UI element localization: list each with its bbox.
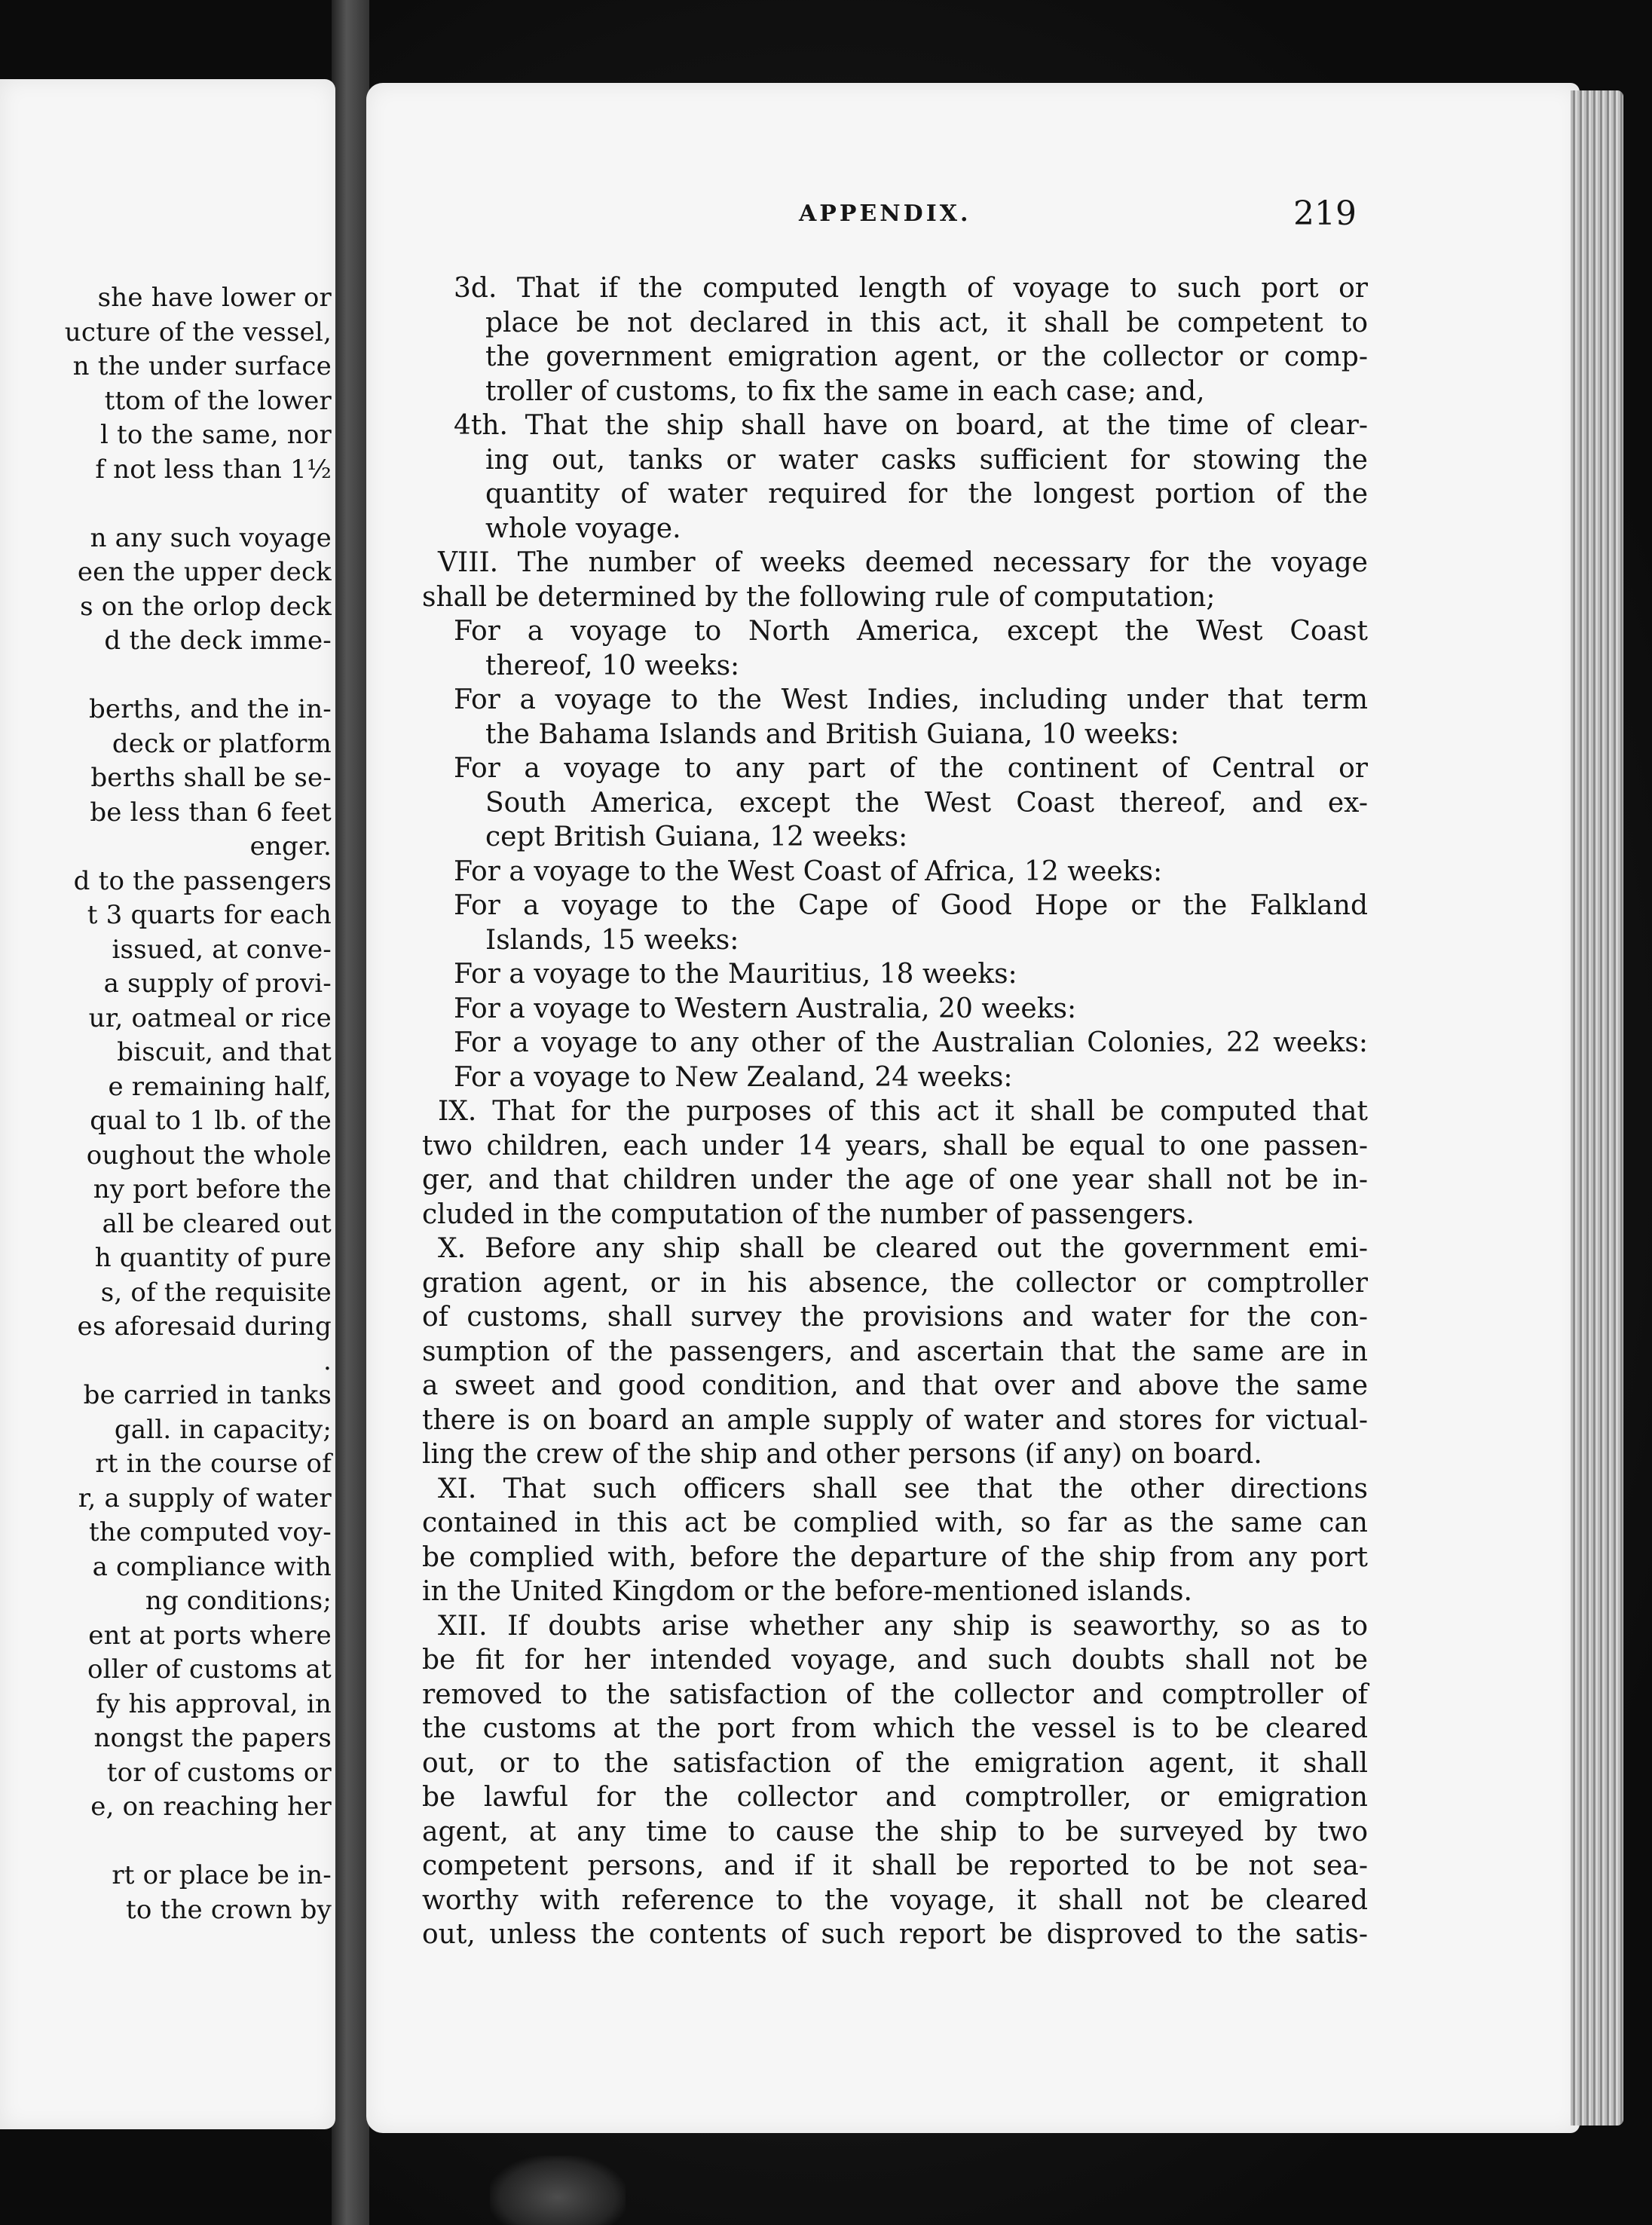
left-text-line: ny port before the	[93, 1174, 332, 1204]
left-text-line: qual to 1 lb. of the	[90, 1106, 332, 1136]
text-line: gration agent, or in his absence, the collector or comptroller	[422, 1267, 1368, 1299]
text-line: cluded in the computation of the number of passengers.	[422, 1198, 1195, 1230]
left-text-line: ucture of the vessel,	[64, 317, 332, 347]
text-line: the customs at the port from which the vessel is to be cleared	[422, 1713, 1368, 1744]
text-line: X. Before any ship shall be cleared out the government emi-	[438, 1233, 1368, 1264]
text-line: out, or to the satisfaction of the emigration agent, it shall	[422, 1747, 1368, 1779]
right-page-text	[422, 271, 1368, 1952]
text-line: shall be determined by the following rule of computation;	[422, 581, 1216, 613]
left-text-line: t 3 quarts for each	[87, 900, 332, 930]
text-line: For a voyage to Western Australia, 20 weeks:	[454, 993, 1077, 1024]
text-line: a sweet and good condition, and that over and above the same	[422, 1370, 1368, 1401]
text-line: ger, and that children under the age of one year shall not be in-	[422, 1165, 1368, 1195]
left-text-line: s on the orlop deck	[80, 591, 332, 622]
text-line: whole voyage.	[485, 513, 681, 544]
text-line: competent persons, and if it shall be reported to be not sea-	[422, 1850, 1368, 1881]
left-text-line: e remaining half,	[108, 1071, 332, 1102]
left-text-line: ur, oatmeal or rice	[88, 1002, 332, 1033]
text-line: 4th. That the ship shall have on board, at the time of clear-	[454, 410, 1368, 441]
left-text-line: n the under surface	[72, 351, 332, 381]
text-line: For a voyage to New Zealand, 24 weeks:	[454, 1061, 1013, 1093]
text-line: the Bahama Islands and British Guiana, 10 weeks:	[485, 718, 1179, 750]
text-line: quantity of water required for the longest portion of the	[485, 479, 1368, 510]
left-text-line: rt in the course of	[95, 1449, 332, 1479]
left-text-line: be less than 6 feet	[90, 797, 332, 828]
text-line: For a voyage to the West Indies, including under that term	[454, 684, 1368, 715]
text-line: IX. That for the purposes of this act it shall be computed that	[438, 1096, 1368, 1127]
text-line: sumption of the passengers, and ascertain that the same are in	[422, 1336, 1368, 1367]
left-text-line: h quantity of pure	[94, 1243, 332, 1273]
left-text-line: rt or place be in-	[112, 1860, 332, 1890]
text-line: agent, at any time to cause the ship to be surveyed by two	[422, 1816, 1368, 1847]
text-line: ing out, tanks or water casks sufficient for stowing the	[485, 444, 1368, 476]
book-gutter	[332, 0, 369, 2225]
left-text-line	[0, 1825, 332, 1859]
text-line: the government emigration agent, or the collector or comp-	[485, 341, 1368, 372]
page-edges	[1571, 90, 1623, 2126]
left-text-line: fy his approval, in	[96, 1688, 332, 1719]
left-text-line: issued, at conve-	[112, 934, 332, 965]
page-number: 219	[1293, 194, 1357, 233]
left-text-line: r, a supply of water	[78, 1483, 332, 1513]
left-text-line: tor of customs or	[106, 1757, 332, 1788]
page-header	[430, 194, 1364, 240]
left-text-line: s, of the requisite	[100, 1277, 332, 1308]
left-text-line: een the upper deck	[77, 557, 332, 587]
text-line: out, unless the contents of such report be disproved to the satis-	[422, 1919, 1368, 1950]
text-line: contained in this act be complied with, so far as the same can	[422, 1507, 1368, 1538]
left-text-line: ent at ports where	[88, 1620, 332, 1651]
left-text-line: .	[323, 1345, 332, 1376]
left-text-line: nongst the papers	[93, 1723, 332, 1753]
left-text-line: oller of customs at	[87, 1654, 332, 1685]
text-line: South America, except the West Coast thereof, and ex-	[485, 787, 1368, 819]
left-text-line: ng conditions;	[145, 1586, 332, 1616]
left-text-line: es aforesaid during	[77, 1311, 332, 1342]
left-text-line: berths, and the in-	[88, 694, 332, 724]
left-text-line: oughout the whole	[86, 1140, 332, 1171]
left-text-line: enger.	[249, 831, 332, 862]
running-head: APPENDIX.	[799, 200, 971, 227]
text-line: For a voyage to any other of the Australian Colonies, 22 weeks:	[454, 1027, 1368, 1058]
left-text-line: she have lower or	[97, 283, 332, 313]
text-line: For a voyage to any part of the continent of Central or	[454, 753, 1368, 784]
text-line: For a voyage to North America, except the West Coast	[454, 616, 1368, 647]
left-text-line: d the deck imme-	[104, 626, 332, 656]
text-line: two children, each under 14 years, shall be equal to one passen-	[422, 1130, 1368, 1161]
text-line: thereof, 10 weeks:	[485, 650, 740, 681]
left-page-text	[0, 281, 332, 1927]
left-text-line: to the crown by	[126, 1894, 332, 1925]
text-line: be complied with, before the departure of the ship from any port	[422, 1541, 1368, 1573]
left-page	[0, 79, 335, 2129]
text-line: 3d. That if the computed length of voyage to such port or	[454, 273, 1368, 304]
text-line: VIII. The number of weeks deemed necessary for the voyage	[438, 547, 1368, 578]
left-text-line: gall. in capacity;	[114, 1414, 332, 1445]
left-text-line: all be cleared out	[102, 1208, 332, 1239]
text-line: place be not declared in this act, it shall be competent to	[485, 307, 1368, 338]
text-line: in the United Kingdom or the before-mentioned islands.	[422, 1576, 1192, 1607]
left-text-line: the computed voy-	[88, 1517, 332, 1547]
scan-smudge	[490, 2156, 626, 2225]
text-line: ling the crew of the ship and other persons (if any) on board.	[422, 1439, 1262, 1470]
text-line: For a voyage to the Mauritius, 18 weeks:	[454, 959, 1017, 990]
left-text-line	[0, 487, 332, 522]
text-line: be fit for her intended voyage, and such doubts shall not be	[422, 1645, 1368, 1676]
left-text-line: e, on reaching her	[90, 1792, 332, 1822]
text-line: cept British Guiana, 12 weeks:	[485, 822, 908, 852]
left-text-line: ttom of the lower	[104, 385, 332, 416]
left-text-line: a compliance with	[92, 1551, 332, 1582]
left-text-line	[0, 659, 332, 693]
text-line: removed to the satisfaction of the collector and comptroller of	[422, 1679, 1368, 1710]
left-text-line: a supply of provi-	[103, 969, 332, 999]
text-line: XI. That such officers shall see that the other directions	[438, 1473, 1368, 1504]
left-text-line: l to the same, nor	[99, 420, 332, 450]
left-text-line: d to the passengers	[73, 865, 332, 896]
left-text-line: biscuit, and that	[117, 1037, 332, 1067]
text-line: be lawful for the collector and comptroller, or emigration	[422, 1782, 1368, 1813]
left-text-line: f not less than 1½	[95, 454, 332, 485]
text-line: XII. If doubts arise whether any ship is seaworthy, so as to	[438, 1610, 1368, 1642]
left-text-line: deck or platform	[112, 728, 332, 759]
text-line: Islands, 15 weeks:	[485, 924, 739, 956]
left-text-line: be carried in tanks	[83, 1380, 332, 1410]
text-line: there is on board an ample supply of water and stores for victual-	[422, 1404, 1368, 1436]
left-text-line: berths shall be se-	[90, 763, 332, 793]
text-line: troller of customs, to fix the same in each case; and,	[485, 375, 1205, 407]
text-line: worthy with reference to the voyage, it shall not be cleared	[422, 1884, 1368, 1916]
text-line: For a voyage to the West Coast of Africa, 12 weeks:	[454, 855, 1163, 887]
text-line: of customs, shall survey the provisions and water for the con-	[422, 1302, 1368, 1333]
text-line: For a voyage to the Cape of Good Hope or the Falkland	[454, 890, 1368, 921]
left-text-line: n any such voyage	[90, 522, 332, 553]
